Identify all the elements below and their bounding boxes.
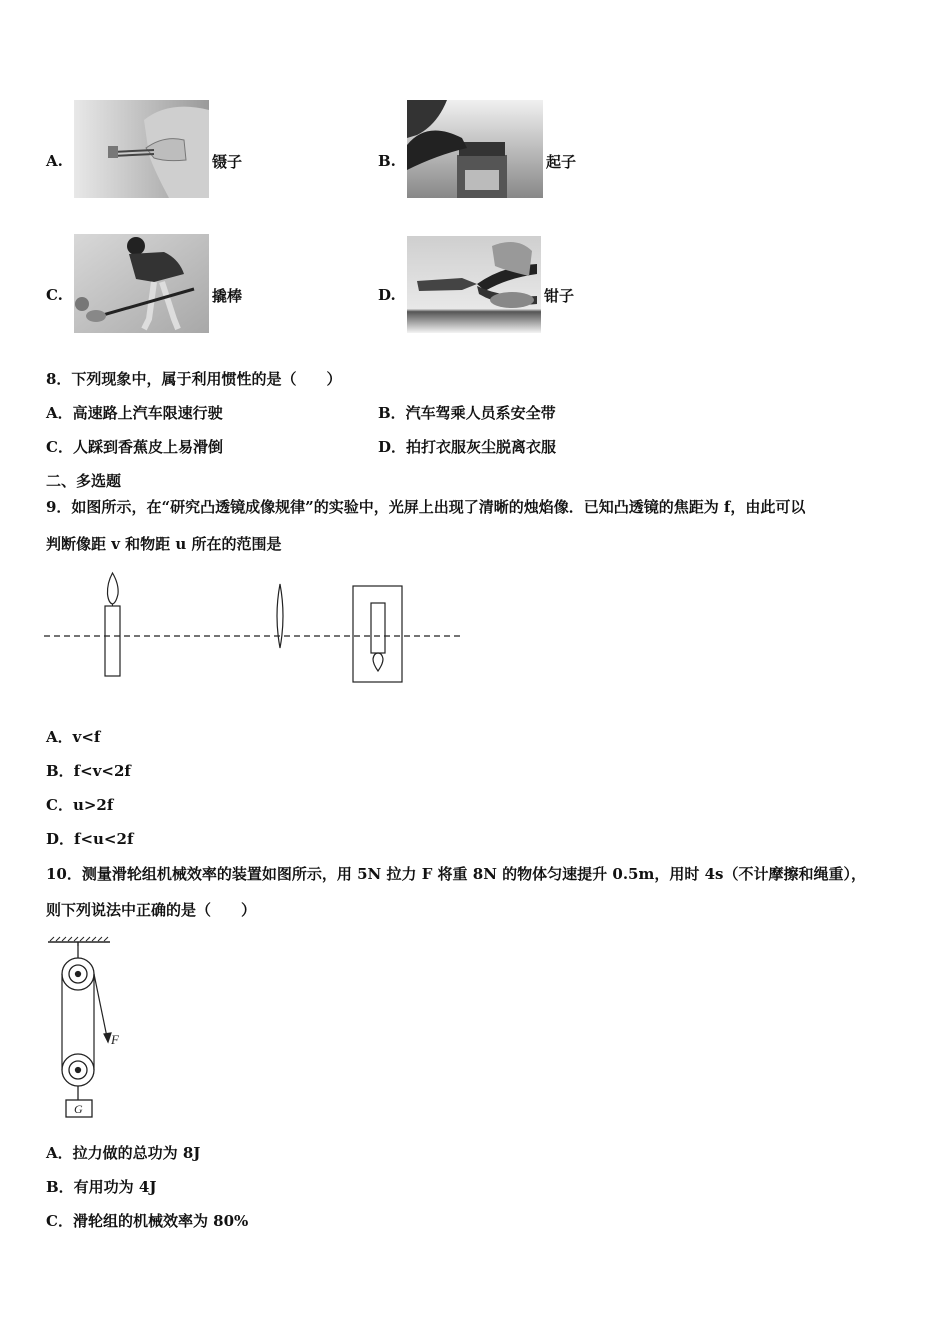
q10-option-a: A．拉力做的总功为 8J [46, 1144, 201, 1162]
q9-stem-line2: 判断像距 v 和物距 u 所在的范围是 [46, 535, 282, 553]
q8-option-b: B．汽车驾乘人员系安全带 [378, 404, 556, 422]
q9-stem-line1: 9．如图所示，在“研究凸透镜成像规律”的实验中，光屏上出现了清晰的烛焰像．已知凸透镜的焦距为 f，由此可以 [46, 498, 806, 516]
q7-option-c-caption: 撬棒 [212, 287, 243, 305]
convex-lens [277, 584, 283, 648]
q7-option-c-label: C. [46, 286, 63, 304]
q10-option-b: B．有用功为 4J [46, 1178, 157, 1196]
q10-stem-line2: 则下列说法中正确的是（ ） [46, 901, 257, 919]
movable-pulley [62, 1054, 94, 1100]
pulley-system-diagram [44, 934, 134, 1120]
q10-option-c: C．滑轮组的机械效率为 80% [46, 1212, 249, 1230]
q7-option-d-label: D. [378, 286, 396, 304]
q8-option-c: C．人踩到香蕉皮上易滑倒 [46, 438, 223, 456]
convex-lens-diagram [44, 570, 469, 690]
q8-option-d: D．拍打衣服灰尘脱离衣服 [378, 438, 557, 456]
tweezers-image [74, 100, 209, 198]
bottle-opener-image [407, 100, 543, 198]
q7-option-b-label: B. [378, 152, 396, 170]
q8-option-a: A．高速路上汽车限速行驶 [46, 404, 223, 422]
q9-option-d: D．f<u<2f [46, 830, 134, 848]
weight-label: G [74, 1102, 83, 1116]
q9-option-c: C．u>2f [46, 796, 114, 814]
q7-option-a-label: A. [46, 152, 63, 170]
q9-option-a: A．v<f [46, 728, 101, 746]
section-heading: 二、多选题 [46, 472, 122, 490]
force-label: F [111, 1032, 119, 1047]
pliers-image [407, 236, 541, 333]
q9-option-b: B．f<v<2f [46, 762, 131, 780]
q7-option-d-caption: 钳子 [544, 287, 575, 305]
q7-option-b-caption: 起子 [546, 153, 577, 171]
weight-block [66, 1100, 92, 1117]
light-screen [353, 586, 402, 682]
crowbar-image [74, 234, 209, 333]
ceiling [48, 937, 110, 942]
q7-option-a-caption: 镊子 [212, 153, 243, 171]
candle [105, 573, 120, 676]
q8-stem: 8．下列现象中，属于利用惯性的是（ ） [46, 370, 342, 388]
fixed-pulley [62, 942, 94, 990]
q10-stem-line1: 10．测量滑轮组机械效率的装置如图所示，用 5N 拉力 F 将重 8N 的物体匀速提升 0.5m，用时 4s（不计摩擦和绳重）， [46, 865, 866, 883]
